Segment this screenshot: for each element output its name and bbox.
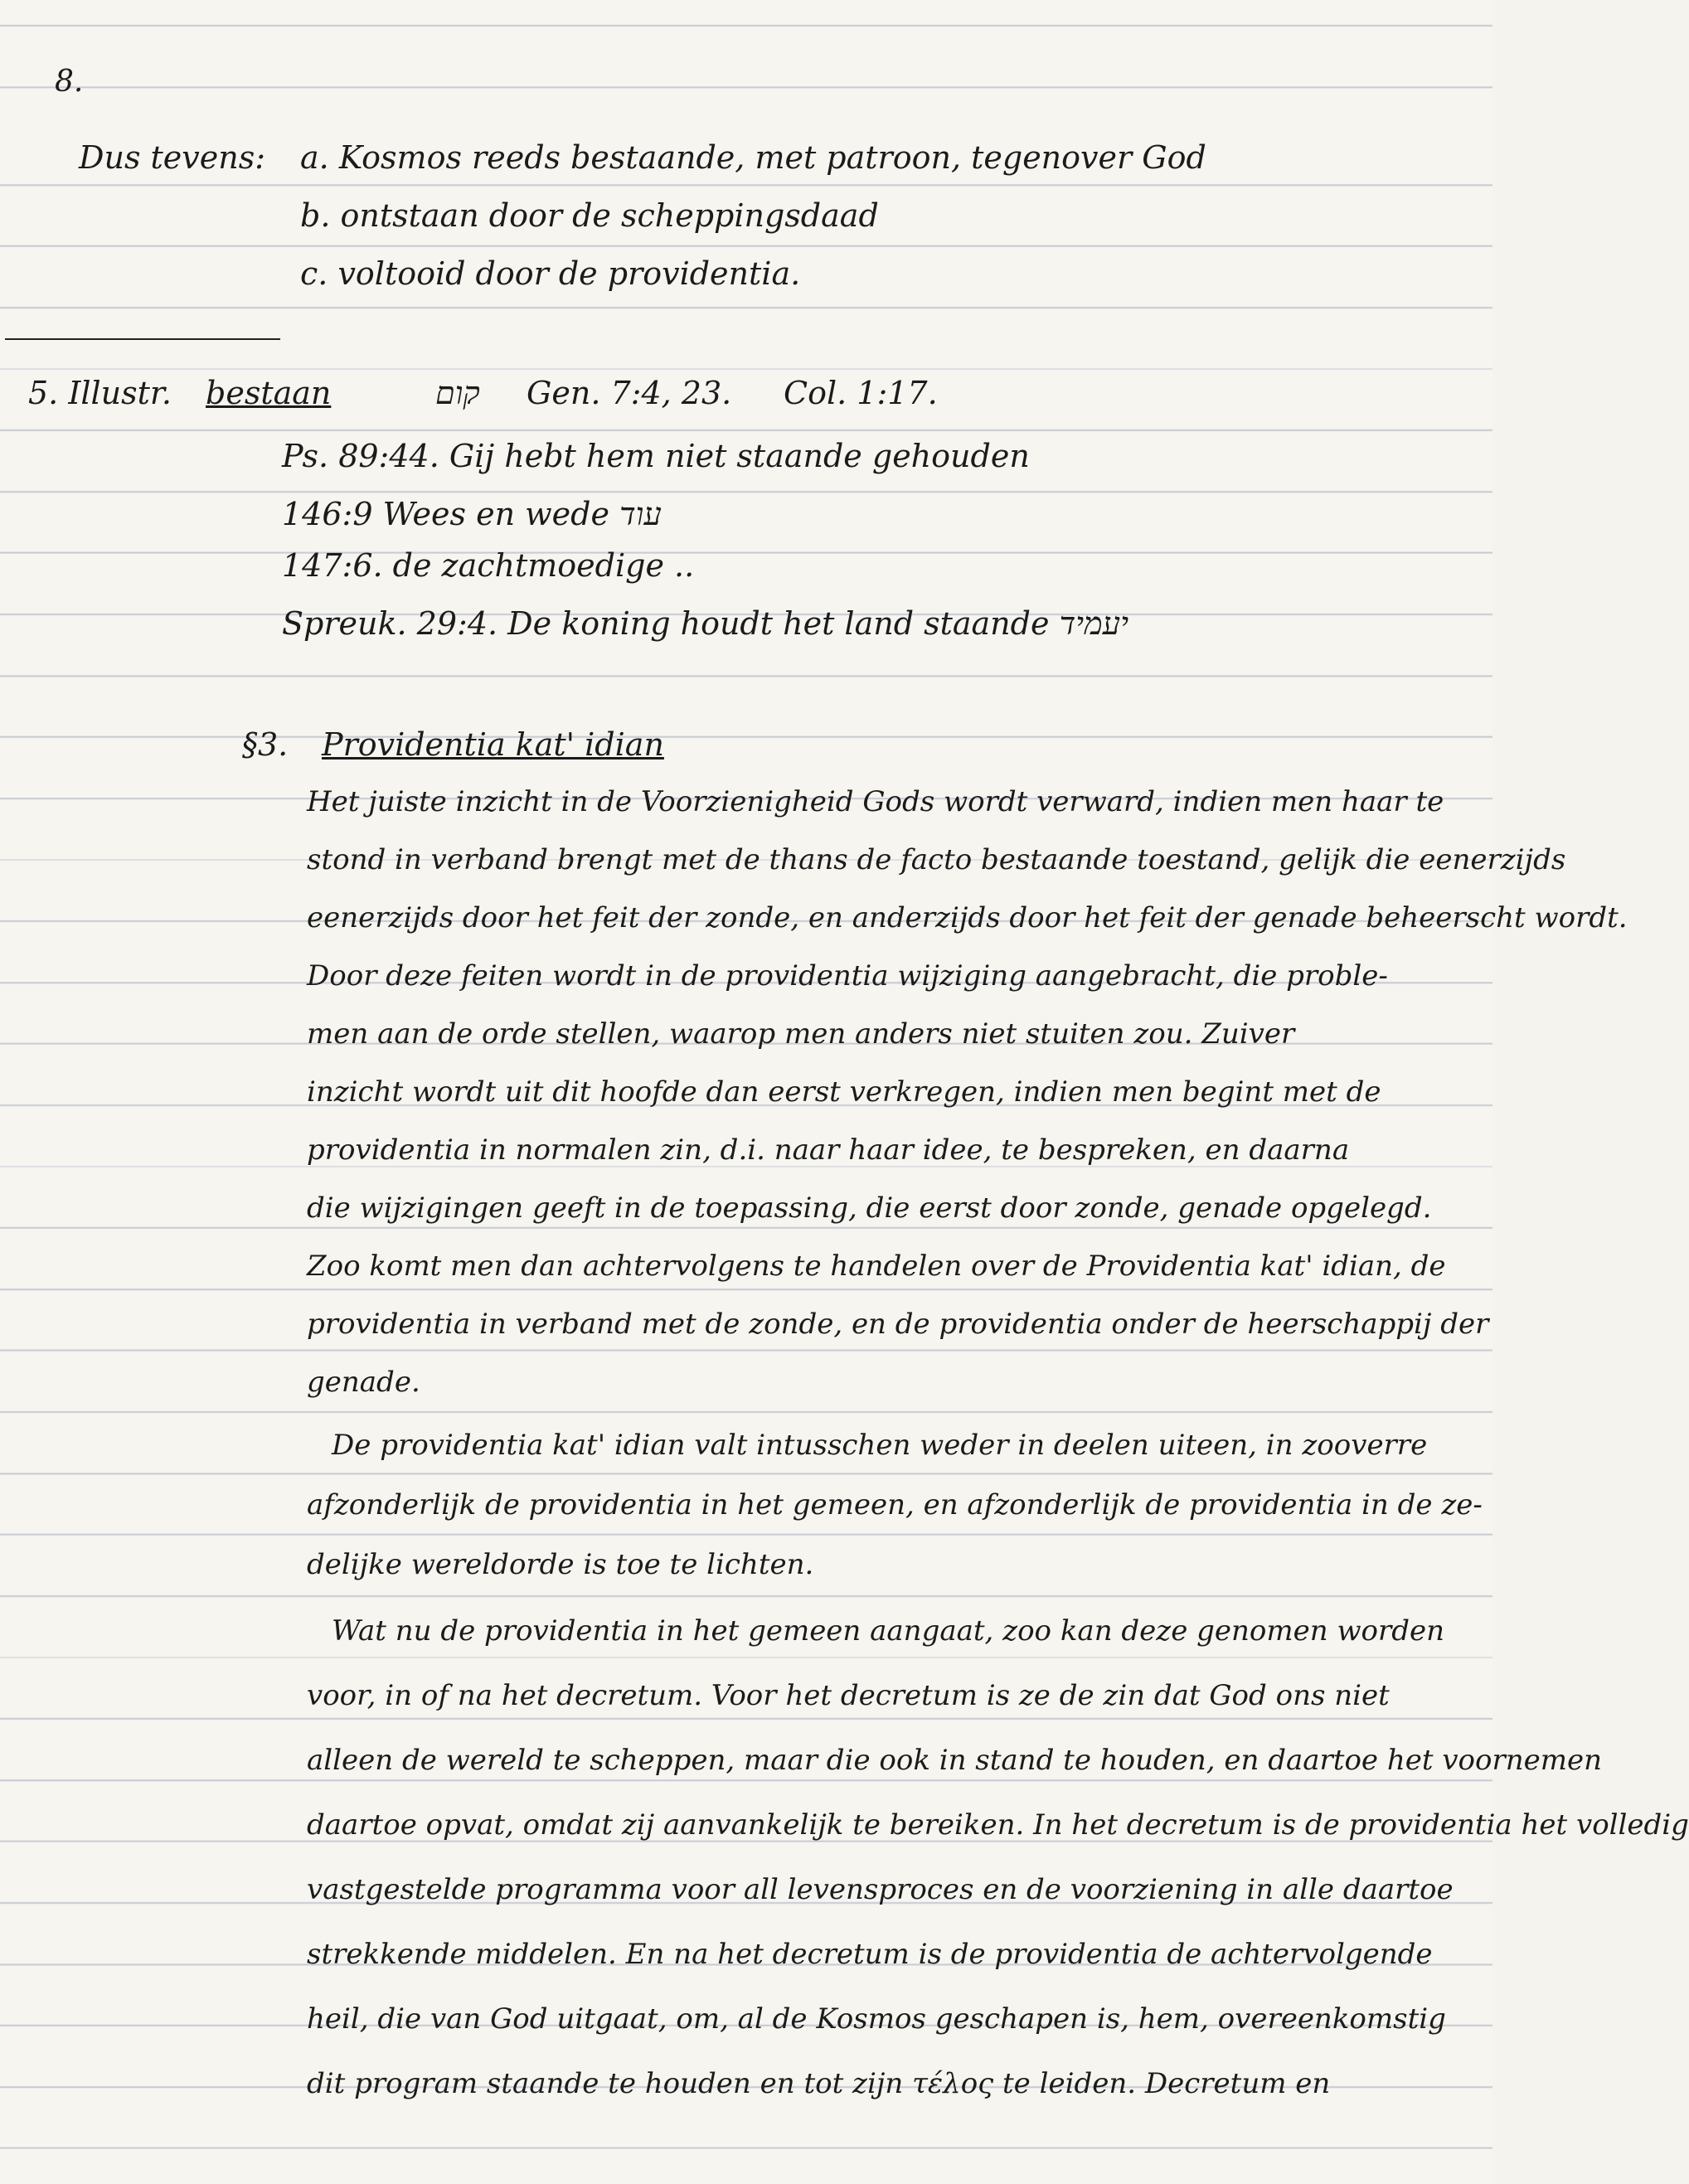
text-line: genade. <box>307 1366 420 1399</box>
reference-line: 146:9 Wees en wede עוד <box>282 496 662 532</box>
paragraph-2 <box>307 1429 1483 1610</box>
text-line: strekkende middelen. En na het decretum is de providentia de achtervolgende <box>307 1938 1433 1971</box>
text-line: dit program staande te houden en tot zijn τέλος te leiden. Decretum en <box>307 2067 1331 2100</box>
illustration-hebrew: קום <box>435 375 480 411</box>
text-line: die wijzigingen geeft in de toepassing, die eerst door zonde, genade opgelegd. <box>307 1191 1432 1225</box>
text-line: Wat nu de providentia in het gemeen aangaat, zoo kan deze genomen worden <box>332 1614 1445 1648</box>
reference-line: Spreuk. 29:4. De koning houdt het land staande יעמיד <box>282 605 1129 642</box>
text-line: Zoo komt men dan achtervolgens te handelen over de Providentia kat' idian, de <box>307 1250 1446 1283</box>
section-number: §3. <box>242 726 289 763</box>
text-line: voor, in of na het decretum. Voor het decretum is ze de zin dat God ons niet <box>307 1679 1390 1712</box>
illustration-keyword: bestaan <box>206 375 332 411</box>
text-line: De providentia kat' idian valt intusschen weder in deelen uiteen, in zooverre <box>332 1429 1428 1462</box>
text-line: heil, die van God uitgaat, om, al de Kosmos geschapen is, hem, overeenkomstig <box>307 2002 1446 2036</box>
text-line: providentia in verband met de zonde, en de providentia onder de heerschappij der <box>307 1308 1489 1341</box>
page-number: 8. <box>55 65 84 99</box>
text-line: men aan de orde stellen, waarop men anders niet stuiten zou. Zuiver <box>307 1017 1295 1051</box>
summary-item-c: c. voltooid door de providentia. <box>300 255 801 292</box>
paragraph-3 <box>307 1614 1689 2134</box>
illustration-label: 5. Illustr. <box>28 375 172 411</box>
text-line: afzonderlijk de providentia in het gemeen, en afzonderlijk de providentia in de ze- <box>307 1488 1483 1522</box>
text-line: eenerzijds door het feit der zonde, en anderzijds door het feit der genade beheerscht wordt. <box>307 901 1628 934</box>
text-line: delijke wereldorde is toe te lichten. <box>307 1548 814 1581</box>
text-line: inzicht wordt uit dit hoofde dan eerst verkregen, indien men begint met de <box>307 1075 1381 1109</box>
text-line: providentia in normalen zin, d.i. naar haar idee, te bespreken, en daarna <box>307 1133 1350 1167</box>
paragraph-1 <box>307 785 1628 1426</box>
text-line: Het juiste inzicht in de Voorzienigheid Gods wordt verward, indien men haar te <box>307 785 1444 818</box>
illustration-reference: Gen. 7:4, 23. <box>527 375 732 411</box>
section-divider <box>5 338 280 340</box>
section-title: Providentia kat' idian <box>322 726 664 763</box>
text-line: Door deze feiten wordt in de providentia wijziging aangebracht, die proble- <box>307 959 1388 993</box>
summary-label: Dus tevens: <box>79 139 266 176</box>
text-line: stond in verband brengt met de thans de facto bestaande toestand, gelijk die eenerzijds <box>307 843 1566 876</box>
text-line: alleen de wereld te scheppen, maar die ook in stand te houden, en daartoe het voornemen <box>307 1744 1603 1777</box>
summary-item-a: a. Kosmos reeds bestaande, met patroon, tegenover God <box>300 139 1206 176</box>
text-line: daartoe opvat, omdat zij aanvankelijk te bereiken. In het decretum is de providentia het volledig <box>307 1808 1689 1842</box>
reference-line: 147:6. de zachtmoedige .. <box>282 547 695 584</box>
summary-item-b: b. ontstaan door de scheppingsdaad <box>300 197 879 234</box>
illustration-reference-col: Col. 1:17. <box>784 375 938 411</box>
reference-line: Ps. 89:44. Gij hebt hem niet staande gehouden <box>282 438 1030 474</box>
text-line: vastgestelde programma voor all levensproces en de voorziening in alle daartoe <box>307 1873 1454 1906</box>
